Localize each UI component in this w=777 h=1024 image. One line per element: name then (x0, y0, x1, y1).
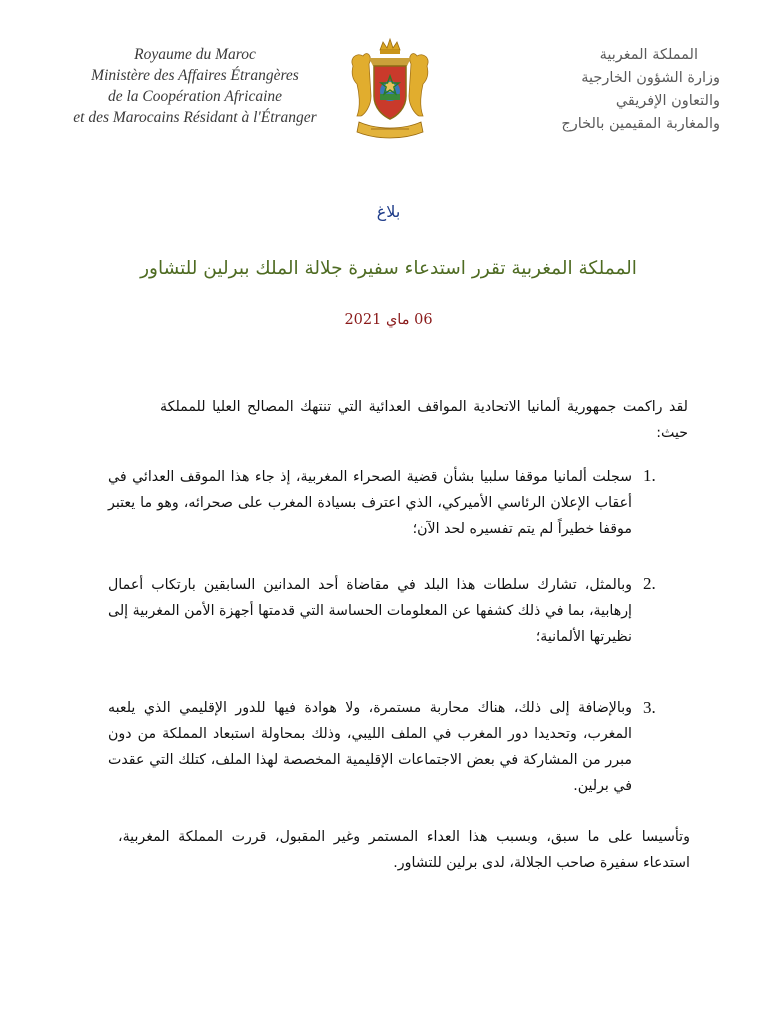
moroccan-coat-of-arms-icon (347, 36, 433, 142)
letterhead-arabic-line: وزارة الشؤون الخارجية (581, 70, 720, 86)
item-number: 1. (643, 466, 656, 485)
document-date: 06 ماي 2021 (344, 312, 433, 328)
letterhead-french (70, 44, 320, 128)
letterhead-french-line: Royaume du Maroc (134, 46, 256, 63)
letterhead-arabic (505, 44, 720, 136)
conclusion-paragraph: وتأسيسا على ما سبق، وبسبب هذا العداء المستمر وغير المقبول، قررت المملكة المغربية، استدعاء سفيرة صاحب الجلالة، لدى برلين للتشاور. (118, 829, 690, 871)
letterhead-arabic-line: والمغاربة المقيمين بالخارج (561, 116, 720, 132)
letterhead-french-line: Ministère des Affaires Étrangères (91, 67, 299, 84)
list-item: سجلت ألمانيا موقفا سلبيا بشأن قضية الصحراء المغربية، إذ جاء هذا الموقف العدائي في أعقاب الإعلان الرئاسي الأميركي، الذي اعترف بسيادة المغرب على صحرائه، وهو ما يعتبر موقفا خطيراً لم يتم تفسيره لحد الآن؛ (108, 469, 632, 537)
list-item: وبالمثل، تشارك سلطات هذا البلد في مقاضاة أحد المدانين السابقين بارتكاب أعمال إرهابية، بما في ذلك كشفها عن المعلومات الحساسة التي قدمتها أجهزة الأمن المغربية إلى نظيرتها الألمانية؛ (108, 577, 632, 645)
item-number: 3. (643, 698, 656, 717)
intro-paragraph: لقد راكمت جمهورية ألمانيا الاتحادية المواقف العدائية التي تنتهك المصالح العليا للمملكة حيث: (160, 399, 688, 441)
letterhead-french-line: et des Marocains Résidant à l'Étranger (73, 109, 317, 126)
letterhead-arabic-line: والتعاون الإفريقي (615, 93, 720, 109)
letterhead-french-line: de la Coopération Africaine (107, 88, 283, 105)
document-label: بلاغ (376, 202, 401, 221)
letterhead-arabic-line: المملكة المغربية (599, 47, 698, 63)
list-item: وبالإضافة إلى ذلك، هناك محاربة مستمرة، ولا هوادة فيها للدور الإقليمي الذي يلعبه المغرب، وتحديدا دور المغرب في الملف الليبي، وذلك بمحاولة استبعاد المملكة من دون مبرر من المشاركة في بعض الاجتماعات الإقليمية المخصصة لهذا الملف، كتلك التي عقدت في برلين. (108, 700, 632, 794)
item-number: 2. (643, 574, 656, 593)
page-title: المملكة المغربية تقرر استدعاء سفيرة جلالة الملك ببرلين للتشاور (140, 258, 637, 279)
